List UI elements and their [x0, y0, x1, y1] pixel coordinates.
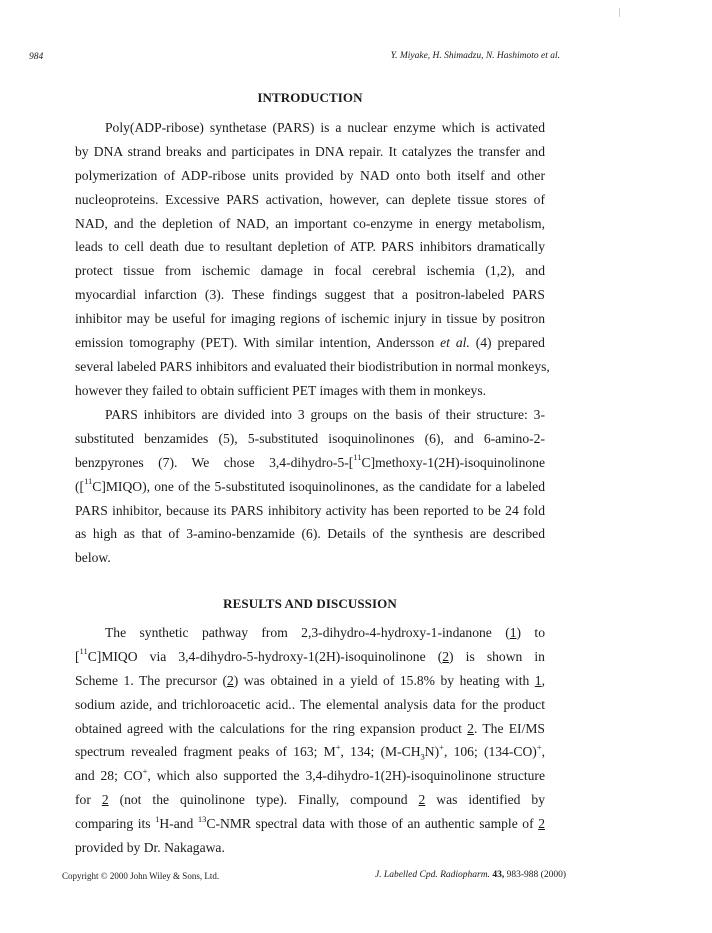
text-run: C]MIQO), one of the 5-substituted isoquinolinones, as the candidate for a labeled — [92, 478, 545, 494]
text-run: and 28; CO — [75, 768, 143, 784]
text-line: sodium azide, and trichloroacetic acid.. The elemental analysis data for the product — [75, 696, 545, 712]
text-line: inhibitor may be useful for imaging regions of ischemic injury in tissue by positron — [75, 311, 545, 327]
superscript: 13 — [197, 813, 207, 824]
compound-ref: 1 — [534, 672, 542, 688]
copyright-notice: Copyright © 2000 John Wiley & Sons, Ltd. — [62, 871, 220, 881]
text-line: substituted benzamides (5), 5-substituted isoquinolinones (6), and 6-amino-2- — [75, 430, 545, 446]
text-run: for — [75, 792, 102, 808]
text-run: obtained agreed with the calculations for the ring expansion product — [75, 720, 468, 736]
text-run: The synthetic pathway from 2,3-dihydro-4-hydroxy-1-indanone ( — [105, 625, 510, 640]
compound-ref: 2 — [538, 816, 545, 832]
superscript: + — [439, 741, 444, 752]
text-run: N) — [424, 744, 440, 760]
text-run: H-and — [159, 816, 198, 832]
compound-ref: 2 — [418, 792, 426, 808]
text-line: several labeled PARS inhibitors and evaluated their biodistribution in normal monkeys, — [75, 358, 550, 374]
text-line: however they failed to obtain sufficient PET images with them in monkeys. — [75, 382, 487, 398]
text-run: (4) prepared — [469, 335, 545, 351]
text-line: protect tissue from ischemic damage in focal cerebral ischemia (1,2), and — [75, 263, 545, 279]
text-line: polymerization of ADP-ribose units provided by NAD onto both itself and other — [75, 167, 545, 183]
text-line: nucleoproteins. Excessive PARS activation, however, can deplete tissue stores of — [75, 191, 545, 207]
text-line — [75, 621, 545, 645]
text-run: was identified by — [425, 792, 545, 808]
text-run: C]MIQO via 3,4-dihydro-5-hydroxy-1(2H)-isoquinolinone ( — [87, 648, 443, 664]
page-number: 984 — [29, 52, 44, 62]
text-line: below. — [75, 550, 111, 566]
text-run: spectrum revealed fragment peaks of 163; M — [75, 744, 336, 760]
text-run: C-NMR spectral data with those of an authentic sample of — [206, 816, 539, 832]
text-line: NAD, and the depletion of NAD, an important co-enzyme in energy metabolism, — [75, 215, 545, 231]
results-paragraph — [75, 621, 545, 860]
compound-ref: 2 — [101, 792, 109, 808]
text-line — [75, 669, 545, 693]
introduction-paragraph-2 — [75, 403, 545, 570]
text-run: emission tomography (PET). With similar intention, Andersson — [75, 335, 435, 351]
text-run: , 134; (M-CH — [340, 744, 421, 760]
text-line: leads to cell death due to resultant depletion of ATP. PARS inhibitors dramatically — [75, 239, 545, 255]
superscript: + — [142, 765, 148, 776]
text-line — [75, 717, 545, 741]
text-run: ([ — [75, 478, 85, 494]
text-line — [75, 812, 545, 836]
text-run: , which also supported the 3,4-dihydro-1(2H)-isoquinolinone structure — [147, 768, 545, 784]
text-line — [75, 788, 545, 812]
text-line: Poly(ADP-ribose) synthetase (PARS) is a nuclear enzyme which is activated — [105, 120, 545, 135]
text-run: benzpyrones (7). We chose 3,4-dihydro-5-[ — [75, 454, 354, 470]
text-line: PARS inhibitor, because its PARS inhibitory activity has been reported to be 24 fold — [75, 502, 545, 518]
journal-name: J. Labelled Cpd. Radiopharm. — [374, 870, 490, 880]
text-run: C]methoxy-1(2H)-isoquinolinone — [361, 454, 545, 470]
text-line — [75, 740, 545, 764]
superscript: 1 — [155, 813, 160, 824]
journal-pages: 983-988 (2000) — [504, 870, 566, 880]
subscript: 3 — [420, 752, 425, 763]
text-line: myocardial infarction (3). These findings suggest that a positron-labeled PARS — [75, 287, 545, 303]
superscript: 11 — [353, 452, 362, 463]
text-run: , — [541, 744, 545, 760]
text-line: as high as that of 3-amino-benzamide (6). Details of the synthesis are described — [75, 526, 545, 542]
section-title-introduction: INTRODUCTION — [257, 90, 363, 105]
et-al-italic: et al. — [440, 335, 470, 351]
introduction-paragraph-1 — [75, 116, 550, 403]
text-run: ) is shown in — [449, 648, 545, 664]
text-run: , — [541, 672, 545, 688]
superscript: 11 — [84, 476, 93, 487]
text-line: by DNA strand breaks and participates in DNA repair. It catalyzes the transfer and — [75, 143, 545, 159]
text-line: provided by Dr. Nakagawa. — [75, 840, 225, 856]
text-run: [ — [75, 648, 80, 664]
compound-ref: 1 — [509, 625, 517, 640]
text-run: comparing its — [75, 816, 156, 832]
text-run: (not the quinolinone type). Finally, compound — [108, 792, 419, 808]
text-run: , 106; (134-CO) — [443, 744, 537, 760]
running-header-authors: Y. Miyake, H. Shimadzu, N. Hashimoto et al. — [390, 51, 560, 61]
compound-ref: 2 — [467, 720, 474, 736]
text-line: PARS inhibitors are divided into 3 groups on the basis of their structure: 3- — [105, 407, 545, 422]
text-line — [75, 764, 545, 788]
superscript: + — [335, 741, 341, 752]
journal-volume: 43, — [492, 870, 505, 880]
journal-citation — [375, 870, 566, 880]
text-run: Scheme 1. The precursor ( — [75, 672, 227, 688]
superscript: + — [536, 741, 542, 752]
text-line — [75, 451, 545, 475]
text-line — [75, 475, 545, 499]
superscript: 11 — [79, 646, 88, 657]
text-line — [75, 331, 545, 355]
compound-ref: 2 — [442, 648, 450, 664]
text-run: ) to — [516, 625, 546, 640]
section-title-results-discussion: RESULTS AND DISCUSSION — [223, 596, 397, 611]
text-run: ) was obtained in a yield of 15.8% by heating with — [233, 672, 535, 688]
scan-mark — [619, 8, 620, 17]
text-run: . The EI/MS — [473, 720, 545, 736]
compound-ref: 2 — [226, 672, 234, 688]
text-line — [75, 645, 545, 669]
